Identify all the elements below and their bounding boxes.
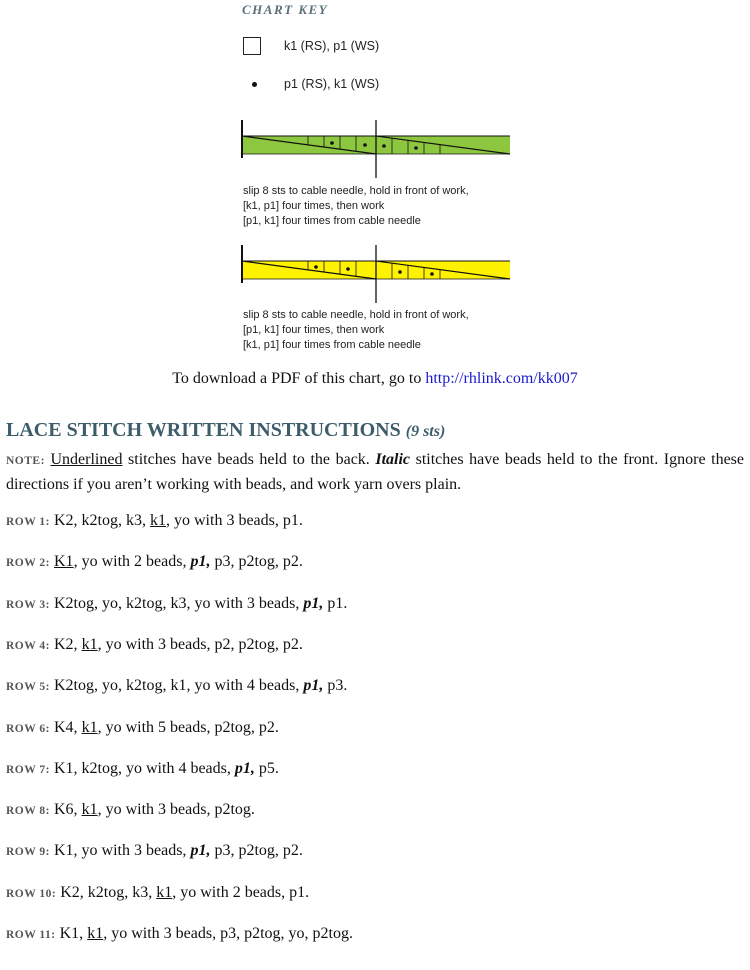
row-instruction	[6, 925, 353, 943]
row-instruction	[6, 553, 303, 571]
row-instruction	[6, 842, 303, 860]
row-label: ROW 8:	[6, 805, 50, 818]
underlined-stitch: k1	[87, 925, 104, 942]
row-text: K2tog, yo, k2tog, k3, yo with 3 beads,	[50, 594, 304, 612]
underlined-stitch: k1	[150, 512, 166, 529]
row-text: K2, k2tog, k3,	[56, 883, 157, 901]
row-text: K2tog, yo, k2tog, k1, yo with 4 beads,	[50, 677, 304, 695]
pdf-download-link[interactable]: http://rhlink.com/kk007	[425, 370, 578, 387]
purl-dot-icon	[252, 82, 257, 87]
note-italic-term: Italic	[375, 451, 411, 468]
row-text: K2, k2tog, k3,	[50, 512, 150, 529]
row-label: ROW 5:	[6, 681, 50, 694]
row-instruction	[6, 512, 303, 530]
row-label: ROW 1:	[6, 516, 50, 528]
underlined-stitch: K1	[54, 553, 74, 571]
row-text: K1,	[55, 925, 88, 942]
row-text: , yo with 3 beads, p2, p2tog, p2.	[97, 635, 303, 653]
row-label: ROW 9:	[6, 846, 50, 859]
row-text: p3, p2tog, p2.	[210, 553, 303, 571]
row-instruction	[6, 719, 279, 737]
download-text: To download a PDF of this chart, go to	[172, 370, 426, 387]
row-label: ROW 6:	[6, 722, 50, 735]
row-text: , yo with 2 beads,	[73, 553, 191, 571]
row-text: K1, yo with 3 beads,	[50, 842, 191, 860]
row-instruction	[6, 595, 347, 613]
row-text: p3, p2tog, p2.	[210, 842, 303, 860]
chart-key-title: CHART KEY	[242, 2, 329, 17]
section-heading-text: LACE STITCH WRITTEN INSTRUCTIONS	[6, 419, 401, 441]
underlined-stitch: k1	[81, 635, 98, 653]
row-text: , yo with 3 beads, p3, p2tog, yo, p2tog.	[103, 925, 353, 942]
italic-stitch: p1,	[190, 842, 211, 860]
row-text: , yo with 5 beads, p2tog, p2.	[97, 718, 279, 736]
cable-left-caption: slip 8 sts to cable needle, hold in front of work, [k1, p1] four times, then work [p1, k1] four times from cable needle	[243, 185, 469, 227]
italic-stitch: p1,	[190, 553, 211, 571]
cable-left-diagram	[238, 118, 514, 178]
note-text-2: stitches have beads held to the front. Ignore these directions if you aren’t working with beads, and work yarn overs plain.	[6, 451, 745, 493]
row-text: , yo with 3 beads, p1.	[166, 512, 303, 529]
row-label: ROW 2:	[6, 557, 50, 570]
row-text: p5.	[254, 759, 279, 777]
row-instruction	[6, 801, 255, 819]
underlined-stitch: k1	[81, 718, 98, 736]
cable-right-caption: slip 8 sts to cable needle, hold in front of work, [p1, k1] four times, then work [k1, p1] four times from cable needle	[243, 309, 469, 351]
row-label: ROW 4:	[6, 639, 50, 652]
row-text: K6,	[50, 801, 82, 819]
row-text: , yo with 3 beads, p2tog.	[97, 801, 255, 819]
row-text: , yo with 2 beads, p1.	[172, 883, 310, 901]
row-label: ROW 11:	[6, 929, 56, 941]
note-paragraph	[6, 448, 744, 496]
note-label: NOTE:	[6, 455, 45, 467]
row-instruction	[6, 677, 347, 695]
row-label: ROW 10:	[6, 887, 57, 900]
underlined-stitch: k1	[156, 883, 173, 901]
italic-stitch: p1,	[234, 759, 255, 777]
row-instruction	[6, 636, 303, 654]
key-label-purl: p1 (RS), k1 (WS)	[284, 77, 380, 91]
row-text: K4,	[50, 718, 82, 736]
row-label: ROW 3:	[6, 598, 50, 611]
row-text: p1.	[323, 594, 348, 612]
row-label: ROW 7:	[6, 763, 50, 776]
section-subheading: (9 sts)	[405, 423, 446, 440]
note-underlined-term: Underlined	[50, 451, 123, 468]
knit-square-icon	[243, 37, 261, 55]
row-instruction	[6, 884, 309, 902]
underlined-stitch: k1	[81, 801, 98, 819]
row-text: K2,	[50, 635, 82, 653]
cable-right-diagram	[238, 243, 514, 303]
key-label-knit: k1 (RS), p1 (WS)	[284, 39, 380, 53]
italic-stitch: p1,	[303, 594, 324, 612]
row-text: p3.	[323, 677, 348, 695]
note-text-1: stitches have beads held to the back.	[122, 451, 376, 468]
download-line	[0, 370, 750, 388]
section-heading	[6, 419, 445, 442]
row-instruction	[6, 760, 279, 778]
row-text: K1, k2tog, yo with 4 beads,	[50, 759, 235, 777]
italic-stitch: p1,	[303, 677, 324, 695]
